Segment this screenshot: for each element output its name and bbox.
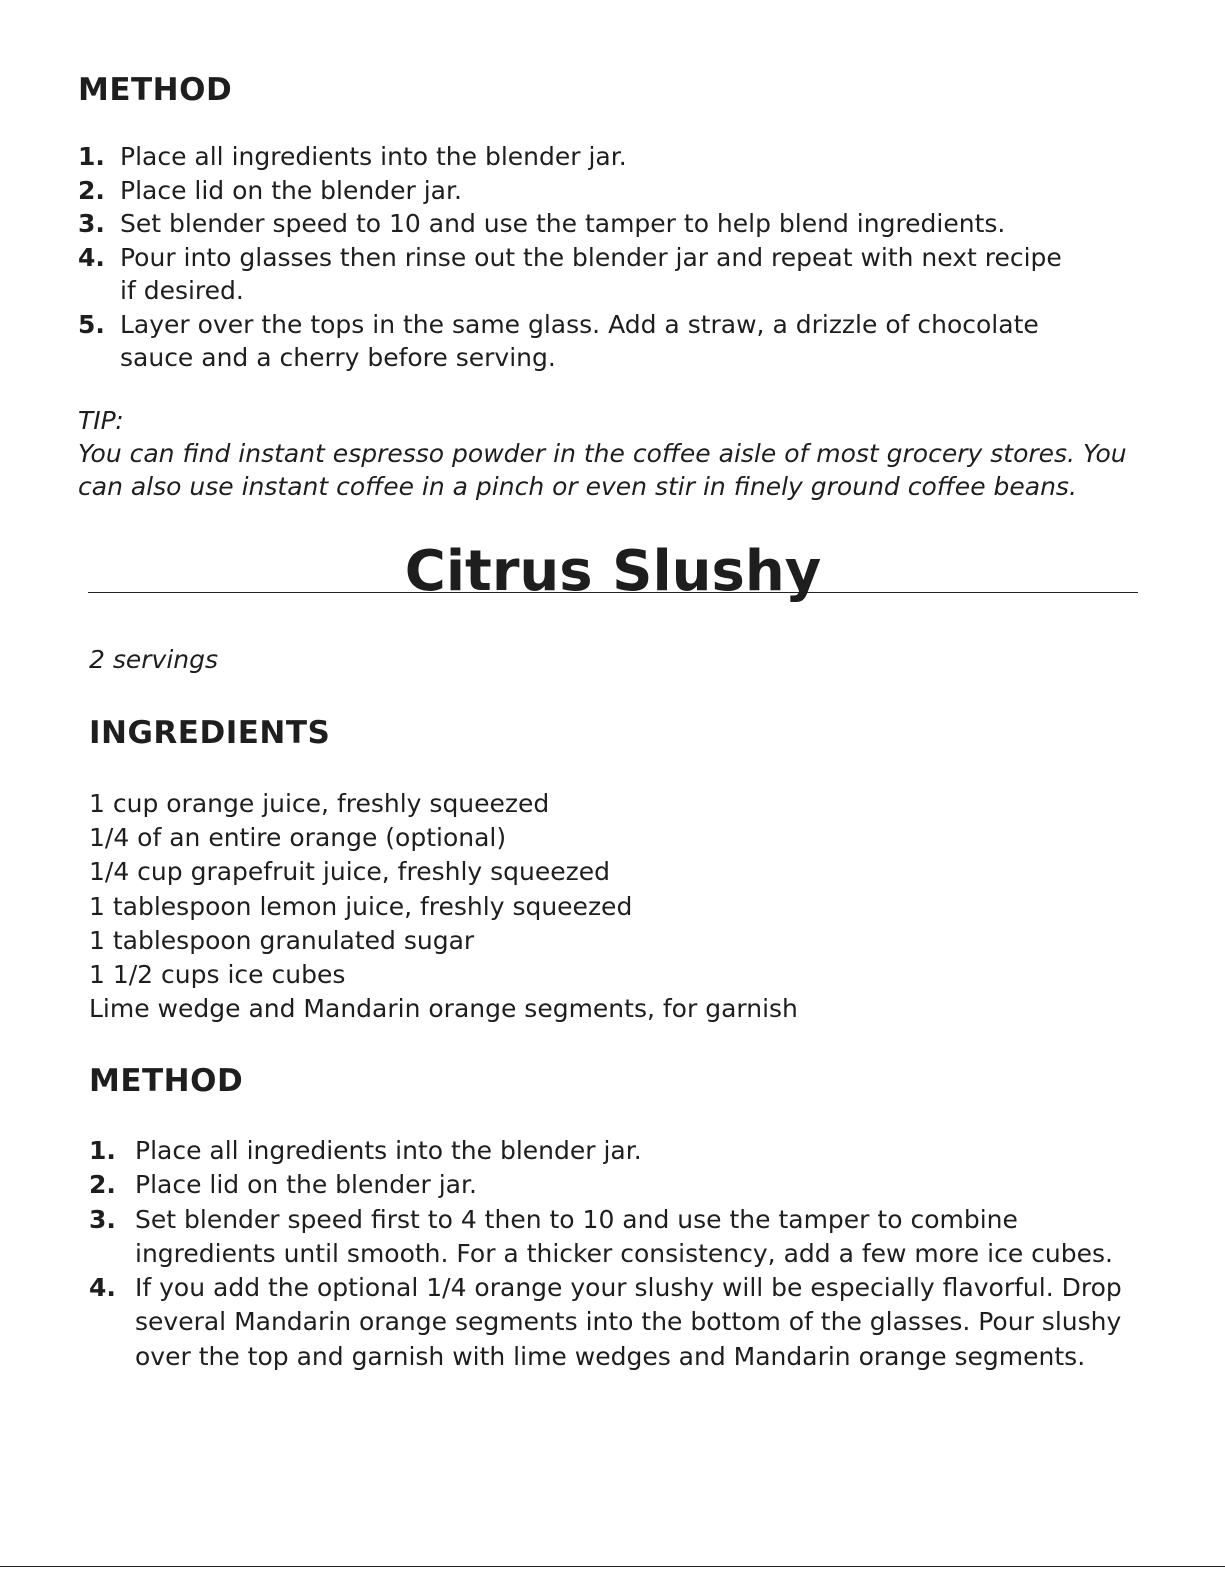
ingredient-item: 1 cup orange juice, freshly squeezed (89, 789, 550, 818)
tip-box (78, 404, 1138, 503)
ingredient-item: 1 1/2 cups ice cubes (89, 960, 346, 990)
method-step (78, 241, 1078, 308)
step-number: 3. (89, 1204, 116, 1234)
tip-text: You can find instant espresso powder in the coffee aisle of most grocery stores. You can also use instant coffee in a pinch or even stir in finely ground coffee beans. (78, 439, 1127, 501)
step-text: Place all ingredients into the blender jar. (135, 1136, 642, 1165)
step-number: 5. (78, 309, 105, 339)
step-number: 3. (78, 209, 105, 238)
step-number: 4. (78, 242, 105, 272)
ingredient-item: 1 tablespoon lemon juice, freshly squeezed (89, 891, 633, 921)
ingredients-heading: INGREDIENTS (89, 715, 331, 751)
method-step (78, 174, 1078, 208)
step-number: 4. (89, 1273, 116, 1303)
step-number: 2. (89, 1170, 116, 1200)
step-number: 2. (78, 175, 105, 205)
ingredient-item: 1/4 cup grapefruit juice, freshly squeezed (89, 857, 611, 887)
step-text: Layer over the tops in the same glass. Add a straw, a drizzle of chocolate sauce and a cherry before serving. (120, 309, 1039, 372)
method-step (78, 140, 1078, 174)
method-heading: METHOD (89, 1063, 244, 1099)
method-step (89, 1168, 1129, 1202)
step-text: Place lid on the blender jar. (120, 175, 462, 205)
step-text: Place lid on the blender jar. (135, 1170, 477, 1200)
method-step (89, 1271, 1129, 1374)
step-text: Pour into glasses then rinse out the blender jar and repeat with next recipe if desired. (120, 242, 1062, 305)
step-number: 1. (89, 1136, 116, 1165)
step-text: Set blender speed first to 4 then to 10 and use the tamper to combine ingredients until smooth. For a thicker consistency, add a few more ice cubes. (135, 1204, 1113, 1268)
method-steps (89, 1134, 1129, 1374)
step-number: 1. (78, 142, 105, 171)
method-step (89, 1203, 1129, 1272)
step-text: If you add the optional 1/4 orange your slushy will be especially flavorful. Drop several Mandarin orange segments into the bottom of the glasses. Pour slushy over the top and garnish with lime wedges and Mandarin orange segments. (135, 1273, 1122, 1371)
method-step (89, 1134, 1129, 1168)
page-bottom-divider (0, 1566, 1225, 1567)
method-step (78, 308, 1078, 375)
servings-text: 2 servings (89, 645, 219, 674)
step-text: Place all ingredients into the blender jar. (120, 142, 627, 171)
recipe-title-block (88, 538, 1138, 604)
tip-label: TIP: (78, 406, 124, 435)
ingredient-item: 1 tablespoon granulated sugar (89, 925, 475, 955)
method-steps-previous (78, 140, 1078, 375)
ingredient-item: Lime wedge and Mandarin orange segments, for garnish (89, 994, 798, 1024)
method-step (78, 207, 1078, 241)
step-text: Set blender speed to 10 and use the tamper to help blend ingredients. (120, 209, 1006, 238)
ingredient-item: 1/4 of an entire orange (optional) (89, 823, 507, 853)
method-heading-previous: METHOD (78, 72, 233, 108)
ingredients-list (89, 787, 798, 1026)
recipe-title: Citrus Slushy (404, 539, 822, 604)
